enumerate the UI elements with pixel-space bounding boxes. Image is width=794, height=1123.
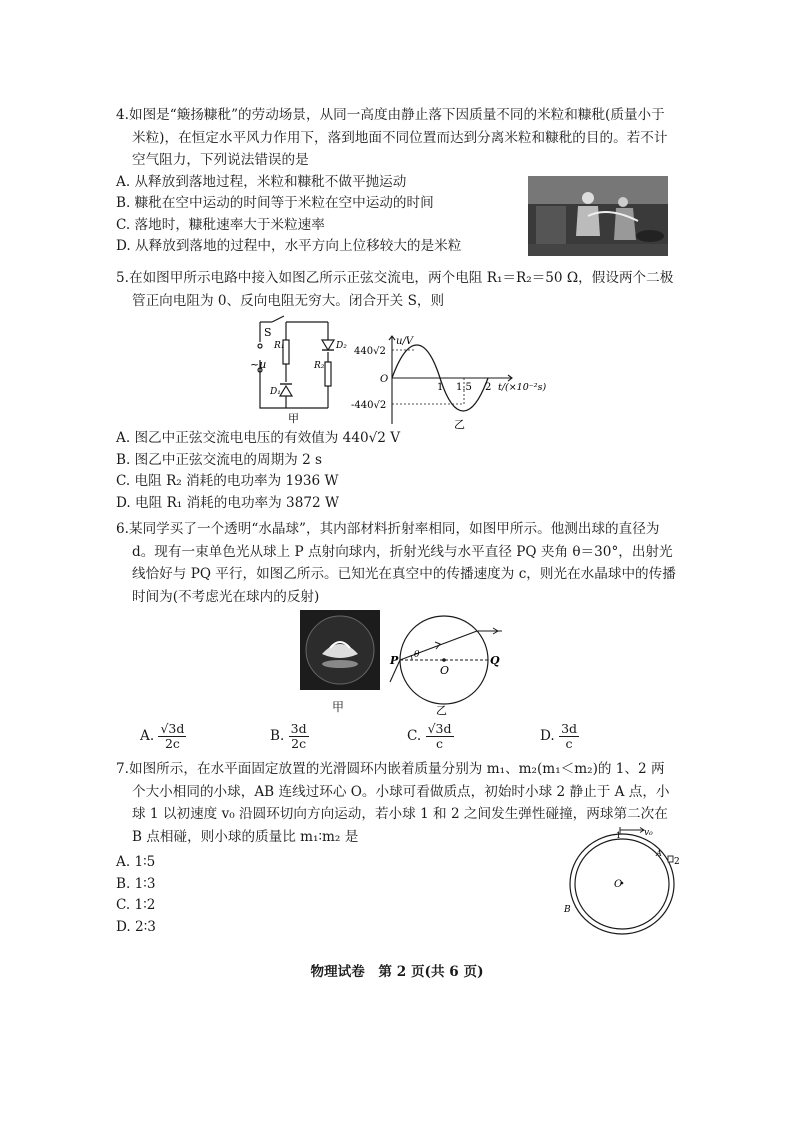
option-c-num: √3d [427,721,452,736]
question-6-option-a [140,722,186,751]
voltage-graph [350,332,560,432]
circuit-caption: 甲 [288,412,299,424]
graph-tick-1: 1 [437,382,444,393]
option-d-den: c [565,736,573,751]
center-o-label: O [440,664,450,677]
question-6-option-d [540,722,579,751]
winnowing-photo-image [528,176,668,256]
question-7-option-d: D. 2∶3 [116,918,156,935]
option-a-fraction [158,722,186,751]
question-5-options [116,428,676,514]
option-a-letter: A. [140,728,155,744]
question-4-option-b: B. 糠秕在空中运动的时间等于米粒在空中运动的时间 [116,195,434,211]
point-a-label: A [656,849,662,858]
crystal-ball-photo [300,610,380,690]
graph-xlabel: t/(×10⁻²s) [498,382,547,393]
option-d-fraction [559,722,579,751]
page-footer: 物理试卷 第 2 页(共 6 页) [310,964,484,980]
ball-2-label: 2 [674,857,680,867]
option-a-num: √3d [160,721,185,736]
point-q-label: Q [490,654,500,667]
question-5-option-c: C. 电阻 R₂ 消耗的电功率为 1936 W [116,473,339,489]
question-6 [116,518,676,608]
question-5-stem: 5.在如图甲所示电路中接入如图乙所示正弦交流电，两个电阻 R₁＝R₂＝50 Ω，假设两个二极管正向电阻为 0、反向电阻无穷大。闭合开关 S，则 [116,270,674,309]
option-a-den: 2c [164,736,180,751]
graph-tick-2: 2 [485,382,492,393]
question-6-option-b [270,722,309,751]
graph-ymax: 440√2 [354,346,386,357]
point-p-label: P [390,654,399,667]
option-b-fraction [289,722,309,751]
question-7-option-a: A. 1∶5 [116,854,156,870]
d2-label: D₂ [336,341,347,351]
graph-tick-1-5: 1.5 [456,382,472,393]
option-b-letter: B. [270,728,285,744]
option-b-den: 2c [291,736,307,751]
crystal-photo-caption: 甲 [332,700,345,714]
option-c-den: c [436,736,444,751]
option-c-fraction [426,722,454,751]
question-4-option-a: A. 从释放到落地过程，米粒和糠秕不做平抛运动 [116,173,407,190]
question-6-stem: 6.某同学买了一个透明“水晶球”，其内部材料折射率相同，如图甲所示。他测出球的直径为 d。现有一束单色光从球上 P 点射向球内，折射光线与水平直径 PQ 夹角 θ＝30°，出射光线恰好与 PQ 平行，如图乙所示。已知光在真空中的传播速度为 c，则光在水晶球中的传播时间为(不考虑光在球内的反射) [116,521,676,605]
question-5-option-b: B. 图乙中正弦交流电的周期为 2 s [116,451,323,468]
crystal-ball-image [300,610,380,690]
question-4-option-c: C. 落地时，糠秕速率大于米粒速率 [116,216,325,233]
ring-diagram [560,826,684,942]
graph-ymin: -440√2 [351,400,387,411]
source-label: ~u [250,358,267,371]
question-7-stem: 7.如图所示，在水平面固定放置的光滑圆环内嵌着质量分别为 m₁、m₂(m₁＜m₂)的 1、2 两个大小相同的小球，AB 连线过环心 O。小球可看做质点，初始时小球 2 静止于 A 点，小球 1 以初速度 v₀ 沿圆环切向方向运动，若小球 1 和 2 之间发生弹性碰撞，两球第二次在 B 点相碰，则小球的质量比 m₁∶m₂ 是 [116,761,670,845]
question-5-option-a: A. 图乙中正弦交流电电压的有效值为 440√2 V [116,430,401,446]
refraction-diagram [388,604,508,716]
switch-label: S [264,326,272,339]
option-b-num: 3d [290,721,307,736]
r2-label: R₂ [314,361,325,371]
question-7-option-b: B. 1∶3 [116,875,156,892]
r1-label: R₁ [274,341,285,351]
refraction-caption: 乙 [436,704,447,716]
option-c-letter: C. [407,728,422,744]
v0-label: v₀ [644,828,653,838]
graph-caption: 乙 [454,418,465,431]
question-4-option-d: D. 从释放到落地的过程中，水平方向上位移较大的是米粒 [116,238,462,254]
option-d-letter: D. [540,728,555,744]
question-5-option-d: D. 电阻 R₁ 消耗的电功率为 3872 W [116,494,339,511]
graph-ylabel: u/V [396,336,414,347]
winnowing-photo [528,176,668,256]
ball-1-label: 1 [616,831,622,840]
graph-origin: O [380,374,389,385]
question-5 [116,267,676,312]
question-4-stem: 4.如图是“簸扬糠秕”的劳动场景，从同一高度由静止落下因质量不同的米粒和糠秕(质量小于米粒)，在恒定水平风力作用下，落到地面不同位置而达到分离米粒和糠秕的目的。若不计空气阻力，下列说法错误的是 [116,107,668,168]
question-7-option-c: C. 1∶2 [116,897,156,913]
d1-label: D₁ [270,387,281,397]
option-d-num: 3d [561,721,578,736]
question-6-option-c [407,722,454,751]
circuit-diagram [244,312,354,424]
point-b-label: B [564,905,571,915]
ring-center-label: O [614,879,623,890]
angle-theta-label: θ [414,650,420,660]
